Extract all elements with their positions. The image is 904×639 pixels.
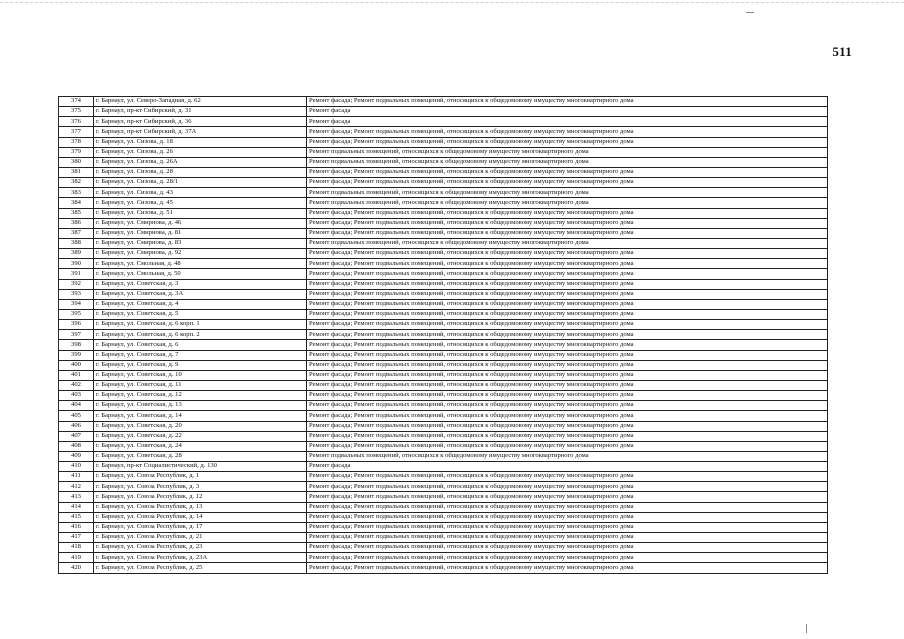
address-cell: г. Барнаул, ул. Союза Республик, д. 13	[94, 502, 307, 512]
work-type-cell: Ремонт фасада; Ремонт подвальных помещений, относящихся к общедомовому имуществу многоквартирного дома	[307, 401, 828, 411]
work-type-cell: Ремонт фасада; Ремонт подвальных помещений, относящихся к общедомовому имуществу многоквартирного дома	[307, 320, 828, 330]
table-row	[59, 309, 828, 319]
table-row	[59, 543, 828, 553]
work-type-cell: Ремонт фасада; Ремонт подвальных помещений, относящихся к общедомовому имуществу многоквартирного дома	[307, 502, 828, 512]
scan-mark	[746, 12, 754, 13]
table-row	[59, 512, 828, 522]
address-cell: г. Барнаул, ул. Смольная, д. 50	[94, 269, 307, 279]
row-number-cell: 391	[59, 269, 94, 279]
table-row	[59, 391, 828, 401]
address-cell: г. Барнаул, ул. Сизова, д. 26А	[94, 157, 307, 167]
row-number-cell: 377	[59, 127, 94, 137]
work-type-cell: Ремонт фасада; Ремонт подвальных помещений, относящихся к общедомовому имуществу многоквартирного дома	[307, 431, 828, 441]
table-row	[59, 117, 828, 127]
work-type-cell: Ремонт подвальных помещений, относящихся к общедомовому имуществу многоквартирного дома	[307, 147, 828, 157]
row-number-cell: 400	[59, 360, 94, 370]
work-type-cell: Ремонт фасада; Ремонт подвальных помещений, относящихся к общедомовому имуществу многоквартирного дома	[307, 421, 828, 431]
work-type-cell: Ремонт фасада; Ремонт подвальных помещений, относящихся к общедомовому имуществу многоквартирного дома	[307, 178, 828, 188]
table-row	[59, 502, 828, 512]
table-row	[59, 451, 828, 461]
work-type-cell: Ремонт фасада; Ремонт подвальных помещений, относящихся к общедомовому имуществу многоквартирного дома	[307, 218, 828, 228]
table-row	[59, 522, 828, 532]
address-cell: г. Барнаул, ул. Сизова, д. 26	[94, 147, 307, 157]
table-row	[59, 188, 828, 198]
address-cell: г. Барнаул, ул. Советская, д. 11	[94, 380, 307, 390]
row-number-cell: 380	[59, 157, 94, 167]
row-number-cell: 374	[59, 97, 94, 107]
table-row	[59, 259, 828, 269]
table-body	[59, 97, 828, 574]
row-number-cell: 394	[59, 299, 94, 309]
table-row	[59, 137, 828, 147]
work-type-cell: Ремонт фасада; Ремонт подвальных помещений, относящихся к общедомовому имуществу многоквартирного дома	[307, 522, 828, 532]
table-row	[59, 492, 828, 502]
row-number-cell: 381	[59, 167, 94, 177]
address-cell: г. Барнаул, ул. Северо-Западная, д. 62	[94, 97, 307, 107]
address-cell: г. Барнаул, ул. Смирнова, д. 46	[94, 218, 307, 228]
work-type-cell: Ремонт подвальных помещений, относящихся к общедомовому имуществу многоквартирного дома	[307, 238, 828, 248]
table-row	[59, 472, 828, 482]
address-cell: г. Барнаул, пр-кт Социалистический, д. 130	[94, 462, 307, 472]
address-cell: г. Барнаул, ул. Советская, д. 12	[94, 391, 307, 401]
work-type-cell: Ремонт фасада; Ремонт подвальных помещений, относящихся к общедомовому имуществу многоквартирного дома	[307, 533, 828, 543]
table-row	[59, 157, 828, 167]
table-row	[59, 178, 828, 188]
work-type-cell: Ремонт фасада; Ремонт подвальных помещений, относящихся к общедомовому имуществу многоквартирного дома	[307, 208, 828, 218]
work-type-cell: Ремонт фасада; Ремонт подвальных помещений, относящихся к общедомовому имуществу многоквартирного дома	[307, 167, 828, 177]
address-cell: г. Барнаул, ул. Советская, д. 9	[94, 360, 307, 370]
table-row	[59, 198, 828, 208]
row-number-cell: 399	[59, 350, 94, 360]
row-number-cell: 385	[59, 208, 94, 218]
row-number-cell: 397	[59, 330, 94, 340]
row-number-cell: 408	[59, 441, 94, 451]
table-row	[59, 289, 828, 299]
work-type-cell: Ремонт фасада; Ремонт подвальных помещений, относящихся к общедомовому имуществу многоквартирного дома	[307, 543, 828, 553]
work-type-cell: Ремонт подвальных помещений, относящихся к общедомовому имуществу многоквартирного дома	[307, 157, 828, 167]
row-number-cell: 417	[59, 533, 94, 543]
table-row	[59, 97, 828, 107]
table-row	[59, 147, 828, 157]
work-type-cell: Ремонт фасада; Ремонт подвальных помещений, относящихся к общедомовому имуществу многоквартирного дома	[307, 127, 828, 137]
work-type-cell: Ремонт фасада; Ремонт подвальных помещений, относящихся к общедомовому имуществу многоквартирного дома	[307, 299, 828, 309]
row-number-cell: 411	[59, 472, 94, 482]
table-row	[59, 330, 828, 340]
table-row	[59, 218, 828, 228]
row-number-cell: 375	[59, 107, 94, 117]
work-type-cell: Ремонт фасада; Ремонт подвальных помещений, относящихся к общедомовому имуществу многоквартирного дома	[307, 228, 828, 238]
row-number-cell: 388	[59, 238, 94, 248]
page-number: 511	[832, 44, 852, 59]
table-row	[59, 320, 828, 330]
work-type-cell: Ремонт фасада; Ремонт подвальных помещений, относящихся к общедомовому имуществу многоквартирного дома	[307, 269, 828, 279]
work-type-cell: Ремонт фасада; Ремонт подвальных помещений, относящихся к общедомовому имуществу многоквартирного дома	[307, 137, 828, 147]
address-cell: г. Барнаул, ул. Союза Республик, д. 25	[94, 563, 307, 573]
work-type-cell: Ремонт фасада; Ремонт подвальных помещений, относящихся к общедомовому имуществу многоквартирного дома	[307, 391, 828, 401]
address-cell: г. Барнаул, ул. Союза Республик, д. 17	[94, 522, 307, 532]
work-type-cell: Ремонт фасада; Ремонт подвальных помещений, относящихся к общедомовому имуществу многоквартирного дома	[307, 482, 828, 492]
row-number-cell: 418	[59, 543, 94, 553]
address-cell: г. Барнаул, ул. Советская, д. 3А	[94, 289, 307, 299]
row-number-cell: 383	[59, 188, 94, 198]
row-number-cell: 413	[59, 492, 94, 502]
address-cell: г. Барнаул, ул. Советская, д. 13	[94, 401, 307, 411]
address-cell: г. Барнаул, ул. Советская, д. 6 корп. 1	[94, 320, 307, 330]
row-number-cell: 395	[59, 309, 94, 319]
address-cell: г. Барнаул, ул. Сизова, д. 43	[94, 188, 307, 198]
address-cell: г. Барнаул, ул. Смирнова, д. 81	[94, 228, 307, 238]
row-number-cell: 404	[59, 401, 94, 411]
address-cell: г. Барнаул, ул. Сизова, д. 28/1	[94, 178, 307, 188]
row-number-cell: 414	[59, 502, 94, 512]
address-cell: г. Барнаул, ул. Советская, д. 22	[94, 431, 307, 441]
address-cell: г. Барнаул, пр-кт Сибирский, д. 36	[94, 117, 307, 127]
table-row	[59, 482, 828, 492]
work-type-cell: Ремонт фасада; Ремонт подвальных помещений, относящихся к общедомовому имуществу многоквартирного дома	[307, 340, 828, 350]
work-type-cell: Ремонт фасада; Ремонт подвальных помещений, относящихся к общедомовому имуществу многоквартирного дома	[307, 97, 828, 107]
row-number-cell: 410	[59, 462, 94, 472]
work-type-cell: Ремонт фасада; Ремонт подвальных помещений, относящихся к общедомовому имуществу многоквартирного дома	[307, 360, 828, 370]
address-cell: г. Барнаул, ул. Советская, д. 24	[94, 441, 307, 451]
address-cell: г. Барнаул, ул. Сизова, д. 45	[94, 198, 307, 208]
row-number-cell: 382	[59, 178, 94, 188]
address-cell: г. Барнаул, ул. Союза Республик, д. 1	[94, 472, 307, 482]
address-cell: г. Барнаул, ул. Советская, д. 10	[94, 370, 307, 380]
table-row	[59, 167, 828, 177]
table-row	[59, 208, 828, 218]
table-row	[59, 421, 828, 431]
work-type-cell: Ремонт фасада; Ремонт подвальных помещений, относящихся к общедомовому имуществу многоквартирного дома	[307, 380, 828, 390]
address-cell: г. Барнаул, пр-кт Сибирский, д. 37А	[94, 127, 307, 137]
address-cell: г. Барнаул, ул. Советская, д. 4	[94, 299, 307, 309]
address-cell: г. Барнаул, ул. Союза Республик, д. 3	[94, 482, 307, 492]
address-cell: г. Барнаул, ул. Советская, д. 14	[94, 411, 307, 421]
row-number-cell: 376	[59, 117, 94, 127]
work-type-cell: Ремонт фасада; Ремонт подвальных помещений, относящихся к общедомовому имуществу многоквартирного дома	[307, 289, 828, 299]
row-number-cell: 378	[59, 137, 94, 147]
table-row	[59, 553, 828, 563]
row-number-cell: 396	[59, 320, 94, 330]
table-row	[59, 431, 828, 441]
work-type-cell: Ремонт фасада; Ремонт подвальных помещений, относящихся к общедомовому имуществу многоквартирного дома	[307, 472, 828, 482]
work-type-cell: Ремонт фасада; Ремонт подвальных помещений, относящихся к общедомовому имуществу многоквартирного дома	[307, 512, 828, 522]
work-type-cell: Ремонт подвальных помещений, относящихся к общедомовому имуществу многоквартирного дома	[307, 188, 828, 198]
address-cell: г. Барнаул, ул. Советская, д. 6 корп. 2	[94, 330, 307, 340]
table-row	[59, 411, 828, 421]
work-type-cell: Ремонт фасада; Ремонт подвальных помещений, относящихся к общедомовому имуществу многоквартирного дома	[307, 309, 828, 319]
work-type-cell: Ремонт фасада	[307, 462, 828, 472]
row-number-cell: 390	[59, 259, 94, 269]
address-cell: г. Барнаул, ул. Союза Республик, д. 23А	[94, 553, 307, 563]
houses-table	[58, 96, 828, 574]
table-row	[59, 249, 828, 259]
address-cell: г. Барнаул, ул. Сизова, д. 18	[94, 137, 307, 147]
address-cell: г. Барнаул, ул. Сизова, д. 51	[94, 208, 307, 218]
address-cell: г. Барнаул, ул. Сизова, д. 28	[94, 167, 307, 177]
table-row	[59, 533, 828, 543]
row-number-cell: 406	[59, 421, 94, 431]
address-cell: г. Барнаул, ул. Советская, д. 5	[94, 309, 307, 319]
row-number-cell: 379	[59, 147, 94, 157]
table-row	[59, 441, 828, 451]
work-type-cell: Ремонт фасада	[307, 117, 828, 127]
table-row	[59, 238, 828, 248]
address-cell: г. Барнаул, ул. Союза Республик, д. 21	[94, 533, 307, 543]
address-cell: г. Барнаул, ул. Советская, д. 28	[94, 451, 307, 461]
row-number-cell: 392	[59, 279, 94, 289]
row-number-cell: 387	[59, 228, 94, 238]
row-number-cell: 389	[59, 249, 94, 259]
row-number-cell: 409	[59, 451, 94, 461]
table-row	[59, 350, 828, 360]
work-type-cell: Ремонт фасада; Ремонт подвальных помещений, относящихся к общедомовому имуществу многоквартирного дома	[307, 411, 828, 421]
address-cell: г. Барнаул, ул. Советская, д. 3	[94, 279, 307, 289]
work-type-cell: Ремонт фасада; Ремонт подвальных помещений, относящихся к общедомовому имуществу многоквартирного дома	[307, 249, 828, 259]
address-cell: г. Барнаул, пр-кт Сибирский, д. 31	[94, 107, 307, 117]
work-type-cell: Ремонт подвальных помещений, относящихся к общедомовому имуществу многоквартирного дома	[307, 198, 828, 208]
work-type-cell: Ремонт фасада; Ремонт подвальных помещений, относящихся к общедомовому имуществу многоквартирного дома	[307, 441, 828, 451]
address-cell: г. Барнаул, ул. Смольная, д. 48	[94, 259, 307, 269]
row-number-cell: 419	[59, 553, 94, 563]
work-type-cell: Ремонт фасада; Ремонт подвальных помещений, относящихся к общедомовому имуществу многоквартирного дома	[307, 492, 828, 502]
table-row	[59, 279, 828, 289]
table-row	[59, 340, 828, 350]
address-cell: г. Барнаул, ул. Советская, д. 20	[94, 421, 307, 431]
table-row	[59, 299, 828, 309]
work-type-cell: Ремонт фасада; Ремонт подвальных помещений, относящихся к общедомовому имуществу многоквартирного дома	[307, 553, 828, 563]
row-number-cell: 415	[59, 512, 94, 522]
table-row	[59, 107, 828, 117]
work-type-cell: Ремонт фасада; Ремонт подвальных помещений, относящихся к общедомовому имуществу многоквартирного дома	[307, 279, 828, 289]
row-number-cell: 420	[59, 563, 94, 573]
work-type-cell: Ремонт фасада; Ремонт подвальных помещений, относящихся к общедомовому имуществу многоквартирного дома	[307, 259, 828, 269]
row-number-cell: 393	[59, 289, 94, 299]
row-number-cell: 403	[59, 391, 94, 401]
table-row	[59, 401, 828, 411]
table-row	[59, 269, 828, 279]
table-row	[59, 360, 828, 370]
work-type-cell: Ремонт подвальных помещений, относящихся к общедомовому имуществу многоквартирного дома	[307, 451, 828, 461]
work-type-cell: Ремонт фасада; Ремонт подвальных помещений, относящихся к общедомовому имуществу многоквартирного дома	[307, 330, 828, 340]
work-type-cell: Ремонт фасада; Ремонт подвальных помещений, относящихся к общедомовому имуществу многоквартирного дома	[307, 563, 828, 573]
row-number-cell: 416	[59, 522, 94, 532]
scan-mark	[806, 624, 807, 633]
table-row	[59, 127, 828, 137]
row-number-cell: 402	[59, 380, 94, 390]
row-number-cell: 384	[59, 198, 94, 208]
address-cell: г. Барнаул, ул. Союза Республик, д. 14	[94, 512, 307, 522]
address-cell: г. Барнаул, ул. Советская, д. 7	[94, 350, 307, 360]
address-cell: г. Барнаул, ул. Союза Республик, д. 12	[94, 492, 307, 502]
row-number-cell: 407	[59, 431, 94, 441]
table-row	[59, 228, 828, 238]
address-cell: г. Барнаул, ул. Союза Республик, д. 23	[94, 543, 307, 553]
row-number-cell: 412	[59, 482, 94, 492]
row-number-cell: 398	[59, 340, 94, 350]
address-cell: г. Барнаул, ул. Смирнова, д. 83	[94, 238, 307, 248]
table-row	[59, 563, 828, 573]
work-type-cell: Ремонт фасада; Ремонт подвальных помещений, относящихся к общедомовому имуществу многоквартирного дома	[307, 350, 828, 360]
table-row	[59, 380, 828, 390]
address-cell: г. Барнаул, ул. Советская, д. 6	[94, 340, 307, 350]
address-cell: г. Барнаул, ул. Смирнова, д. 92	[94, 249, 307, 259]
row-number-cell: 386	[59, 218, 94, 228]
scan-top-edge	[0, 2, 904, 4]
work-type-cell: Ремонт фасада; Ремонт подвальных помещений, относящихся к общедомовому имуществу многоквартирного дома	[307, 370, 828, 380]
table-row	[59, 370, 828, 380]
row-number-cell: 405	[59, 411, 94, 421]
row-number-cell: 401	[59, 370, 94, 380]
table-row	[59, 462, 828, 472]
work-type-cell: Ремонт фасада	[307, 107, 828, 117]
